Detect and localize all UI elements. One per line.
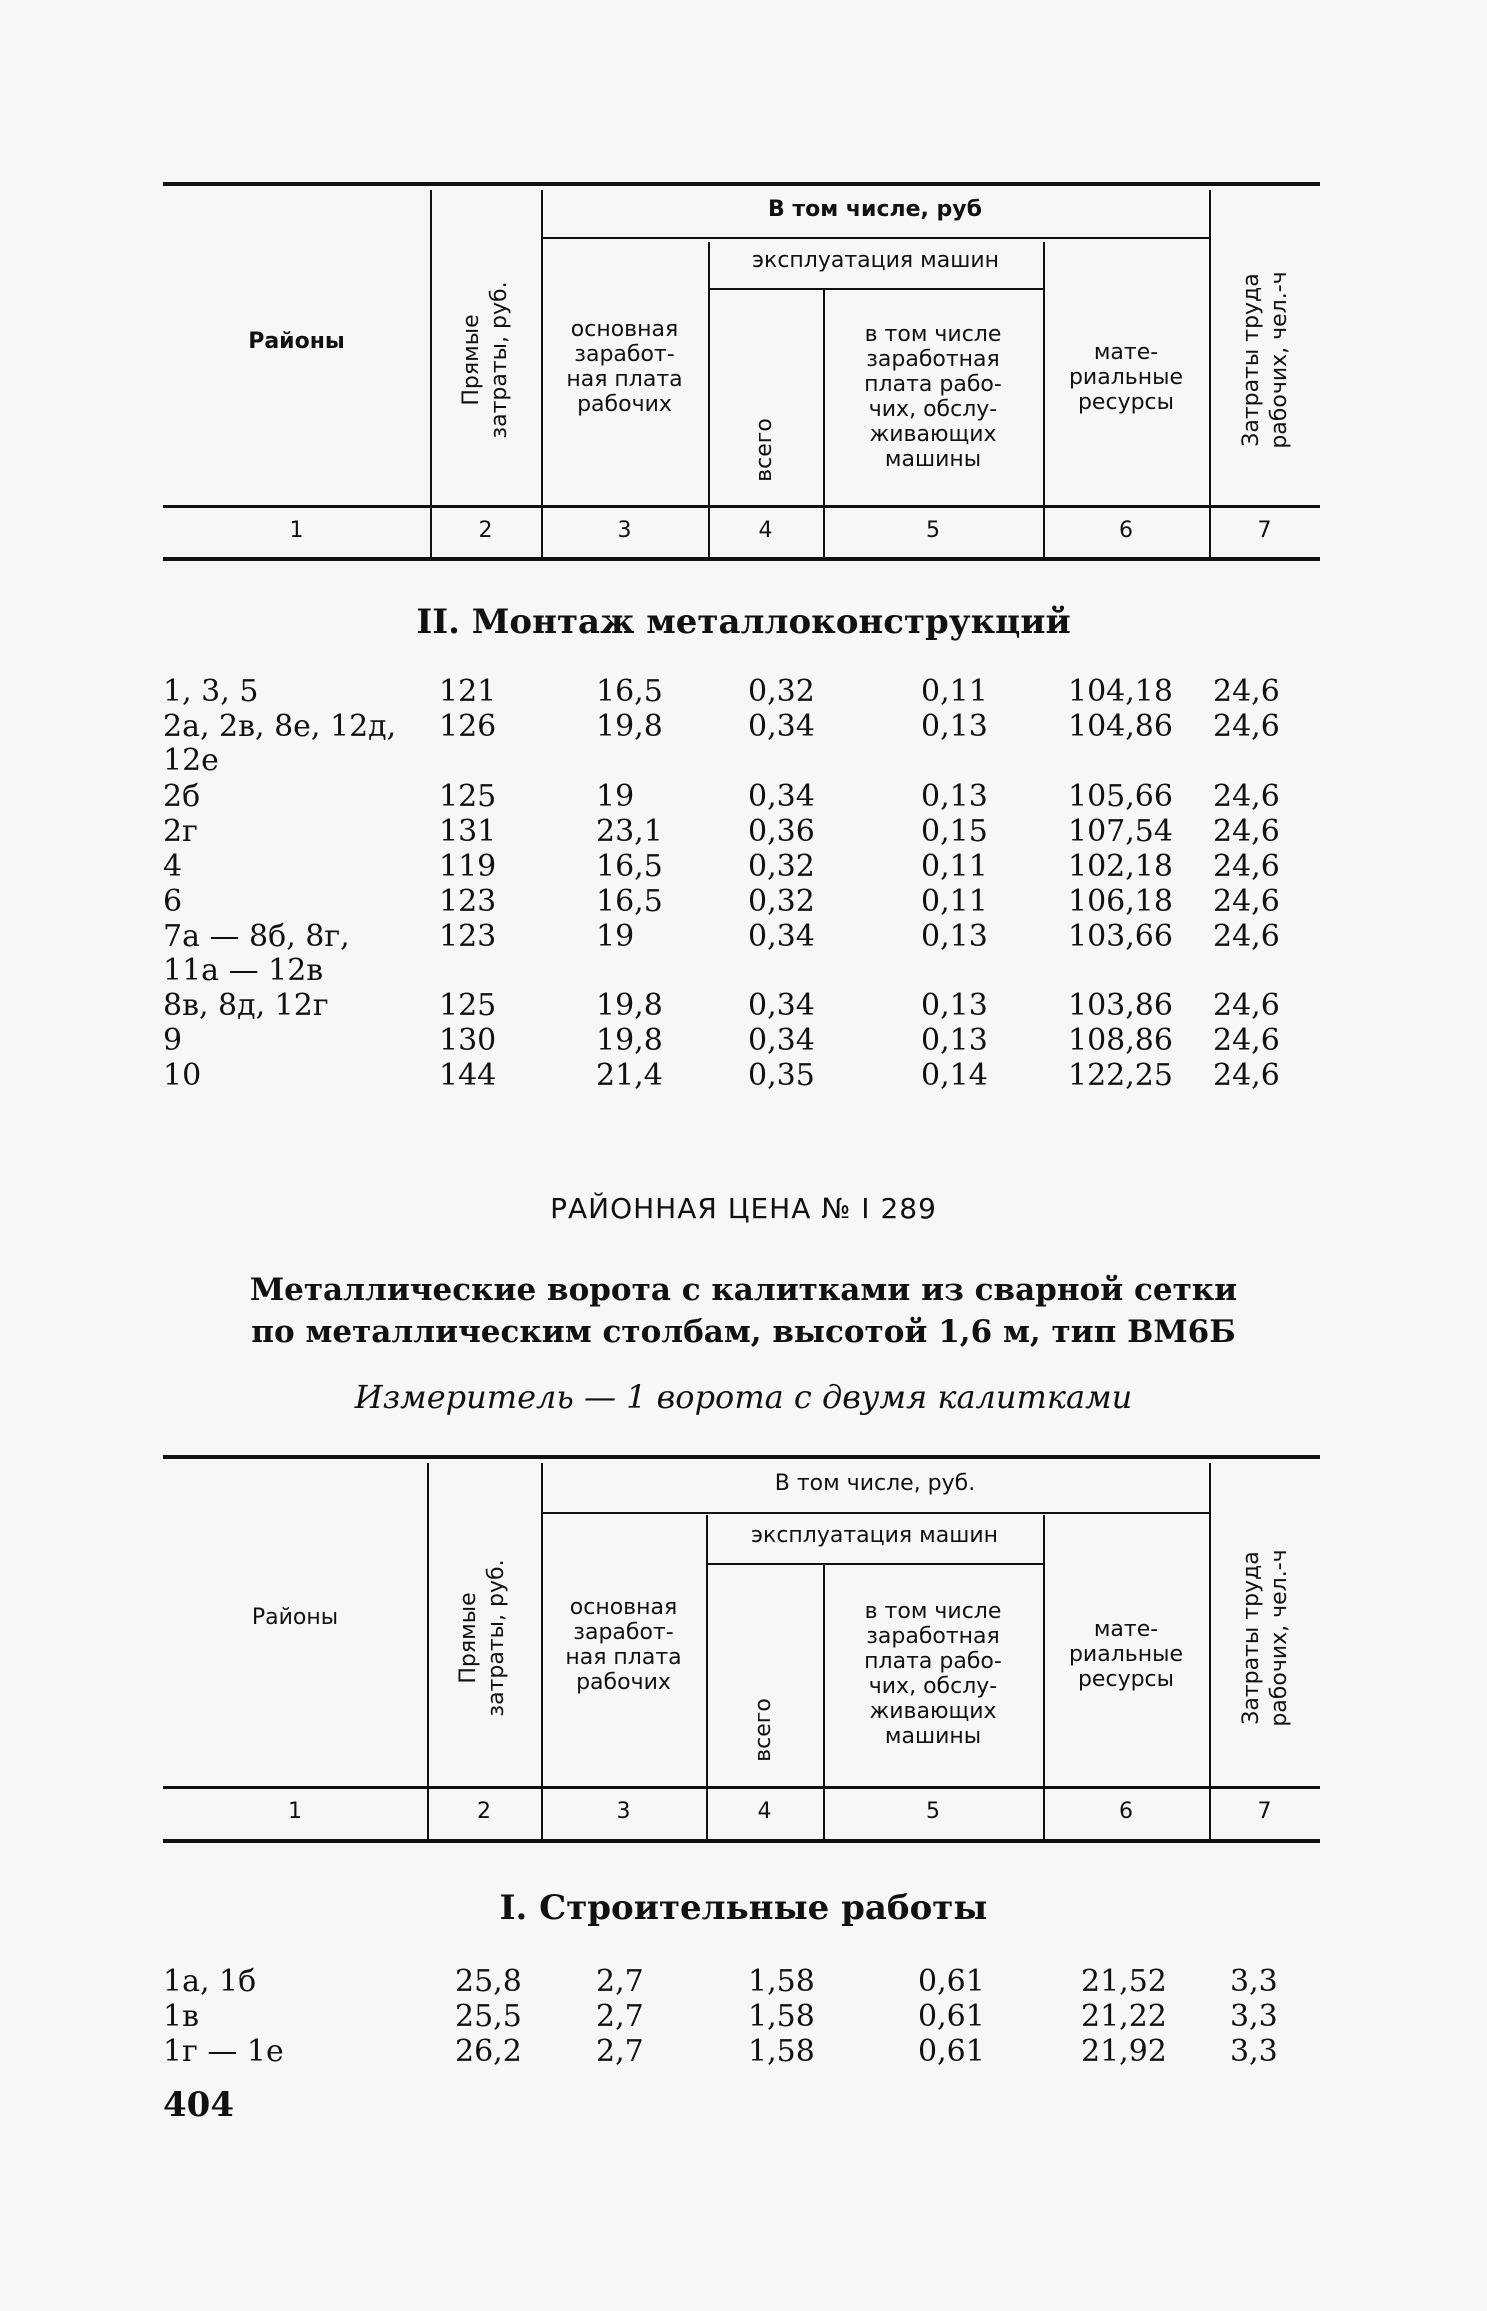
- table-row: 6 123 16,5 0,32 0,11 106,18 24,6: [163, 884, 1280, 919]
- table-row: 1в 25,5 2,7 1,58 0,61 21,22 3,3: [163, 1999, 1278, 2034]
- col-number: 5: [926, 1799, 940, 1824]
- materials-heading: мате- риальные ресурсы: [1068, 340, 1184, 415]
- table-row: 10 144 21,4 0,35 0,14 122,25 24,6: [163, 1058, 1280, 1093]
- col-number: 7: [1257, 518, 1272, 543]
- total-heading: всего: [751, 1698, 776, 1762]
- col-number: 4: [758, 518, 773, 543]
- machine-operation-heading: эксплуатация машин: [750, 1523, 999, 1548]
- table-row: 1а, 1б 25,8 2,7 1,58 0,61 21,52 3,3: [163, 1964, 1278, 1999]
- labor-cost-heading: Затраты труда рабочих, чел.-ч: [1239, 1549, 1292, 1727]
- direct-costs-heading: Прямые затраты, руб.: [459, 281, 512, 439]
- table-row: 4 119 16,5 0,32 0,11 102,18 24,6: [163, 849, 1280, 884]
- materials-heading: мате- риальные ресурсы: [1068, 1617, 1184, 1692]
- col-divider: [1209, 190, 1211, 558]
- table-row: 2г 131 23,1 0,36 0,15 107,54 24,6: [163, 814, 1280, 849]
- header-mid-rule: [163, 505, 1320, 508]
- col-number: 1: [288, 1799, 302, 1824]
- col-number: 2: [477, 1799, 491, 1824]
- col-number: 6: [1119, 518, 1133, 543]
- regions-heading: Районы: [248, 329, 345, 354]
- direct-costs-heading: Прямые затраты, руб.: [456, 1559, 509, 1717]
- machine-operation-heading: эксплуатация машин: [751, 248, 1000, 273]
- table-header-2: [163, 1455, 1320, 1845]
- col-number: 3: [616, 1799, 631, 1824]
- including-rub-heading: В том числе, руб: [768, 197, 982, 222]
- table-row: 1г — 1е 26,2 2,7 1,58 0,61 21,92 3,3: [163, 2034, 1278, 2069]
- col-number: 4: [757, 1799, 772, 1824]
- header-mid-rule: [163, 1786, 1320, 1789]
- col-divider: [427, 1463, 429, 1840]
- col-number: 1: [289, 518, 304, 543]
- header-bottom-rule: [163, 1839, 1320, 1843]
- machine-wage-heading: в том числе заработная плата рабо- чих, обслу- живающих машины: [864, 1599, 1002, 1749]
- table-header-1: [163, 182, 1320, 562]
- base-wage-heading: основная заработ- ная плата рабочих: [565, 1595, 682, 1695]
- subheader-rule: [708, 288, 1043, 290]
- col-number: 2: [478, 518, 493, 543]
- table-row: 1, 3, 5 121 16,5 0,32 0,11 104,18 24,6: [163, 674, 1280, 709]
- item-title-line-1: Металлические ворота с калитками из сварной сетки: [249, 1272, 1238, 1308]
- page-number: 404: [163, 2085, 234, 2125]
- item-title-line-2: по металлическим столбам, высотой 1,6 м, тип ВМ6Б: [251, 1314, 1236, 1350]
- col-divider: [1209, 1463, 1211, 1840]
- table-row-continuation: 11а — 12в: [163, 953, 324, 988]
- table-row: 9 130 19,8 0,34 0,13 108,86 24,6: [163, 1023, 1280, 1058]
- measure-unit: Измеритель — 1 ворота с двумя калитками: [354, 1378, 1133, 1416]
- district-price-heading: РАЙОННАЯ ЦЕНА № I 289: [550, 1192, 937, 1225]
- labor-cost-heading: Затраты труда рабочих, чел.-ч: [1239, 271, 1292, 449]
- table-row: 8в, 8д, 12г 125 19,8 0,34 0,13 103,86 24,6: [163, 988, 1280, 1023]
- section-title: I. Строительные работы: [499, 1888, 988, 1928]
- base-wage-heading: основная заработ- ная плата рабочих: [566, 317, 683, 417]
- header-top-rule: [163, 182, 1320, 186]
- table-row-continuation: 12е: [163, 743, 219, 778]
- col-number: 5: [926, 518, 940, 543]
- table-row: 2а, 2в, 8е, 12д, 126 19,8 0,34 0,13 104,86 24,6: [163, 709, 1280, 744]
- table-row: 2б 125 19 0,34 0,13 105,66 24,6: [163, 779, 1280, 814]
- subheader-rule: [541, 1512, 1209, 1514]
- col-number: 6: [1119, 1799, 1133, 1824]
- header-bottom-rule: [163, 557, 1320, 561]
- table-row: 7а — 8б, 8г, 123 19 0,34 0,13 103,66 24,6: [163, 919, 1280, 954]
- subheader-rule: [706, 1563, 1043, 1565]
- subheader-rule: [541, 237, 1209, 239]
- including-rub-heading: В том числе, руб.: [774, 1471, 976, 1496]
- header-top-rule: [163, 1455, 1320, 1459]
- col-number: 7: [1257, 1799, 1272, 1824]
- col-number: 3: [617, 518, 632, 543]
- col-divider: [430, 190, 432, 558]
- total-heading: всего: [752, 418, 777, 482]
- machine-wage-heading: в том числе заработная плата рабо- чих, обслу- живающих машины: [864, 322, 1002, 472]
- regions-heading: Районы: [251, 1605, 339, 1630]
- section-title: II. Монтаж металлоконструкций: [416, 602, 1071, 642]
